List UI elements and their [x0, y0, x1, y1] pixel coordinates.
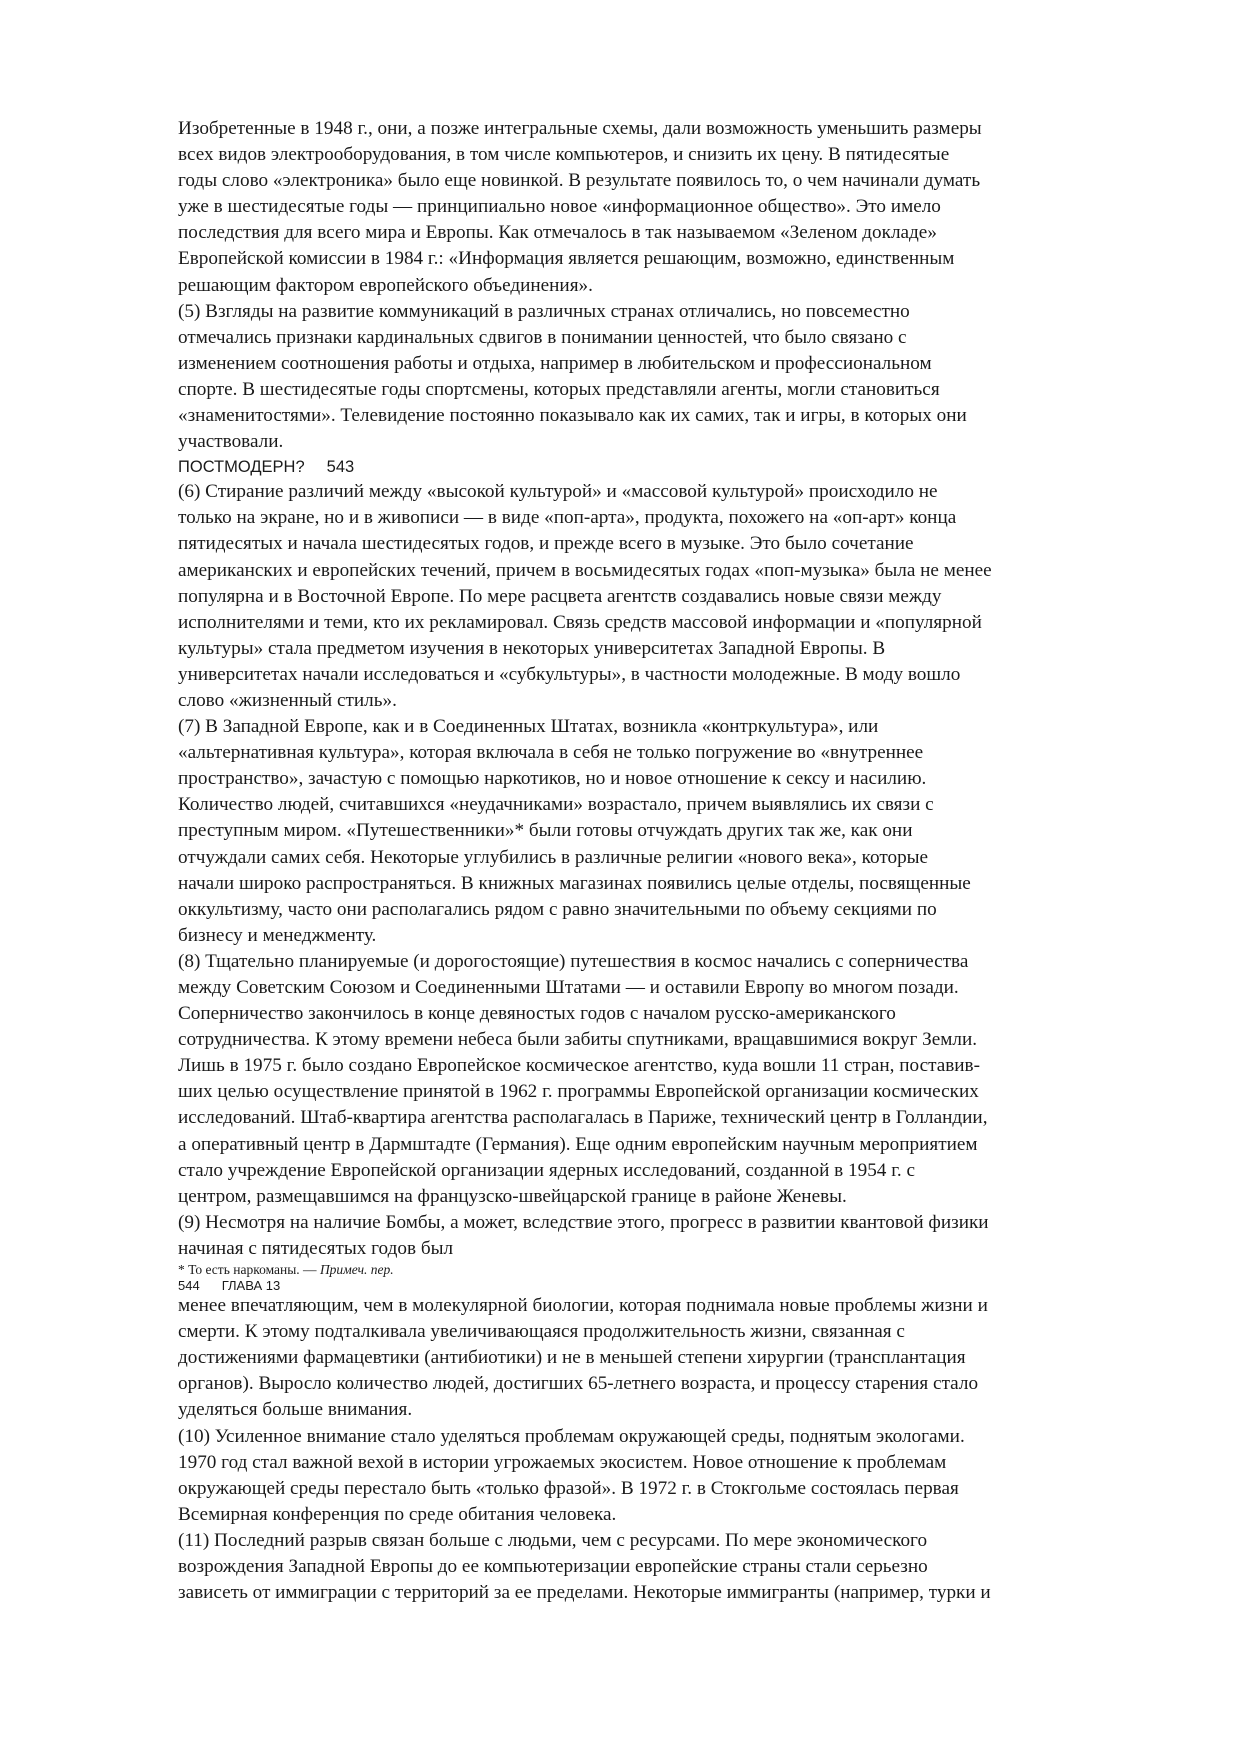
text-line: а оперативный центр в Дармштадте (Германия). Еще одним европейским научным мероприятием — [178, 1133, 978, 1155]
text-line: уделяться больше внимания. — [178, 1399, 413, 1421]
text-line: решающим фактором европейского объединения». — [178, 274, 593, 296]
paragraph — [178, 949, 1158, 1210]
text-line: сотрудничества. К этому времени небеса были забиты спутниками, вращавшимися вокруг Земли. — [178, 1029, 978, 1051]
text-line: Всемирная конференция по среде обитания человека. — [178, 1503, 617, 1525]
text-line: изменением соотношения работы и отдыха, например в любительском и профессиональном — [178, 352, 932, 374]
text-line: спорте. В шестидесятые годы спортсмены, которых представляли агенты, могли становиться — [178, 378, 940, 400]
text-line: возрождения Западной Европы до ее компьютеризации европейские страны стали серьезно — [178, 1555, 928, 1577]
text-line: участвовали. — [178, 431, 284, 453]
paragraph — [178, 1424, 1158, 1528]
paragraph — [178, 116, 1158, 299]
text-line: «знаменитостями». Телевидение постоянно показывало как их самих, так и игры, в которых они — [178, 405, 967, 427]
text-line: (9) Несмотря на наличие Бомбы, а может, вследствие этого, прогресс в развитии квантовой физики — [178, 1211, 989, 1233]
text-line: университетах начали исследоваться и «субкультуры», в частности молодежные. В моду вошло — [178, 663, 961, 685]
text-line: (11) Последний разрыв связан больше с людьми, чем с ресурсами. По мере экономического — [178, 1529, 928, 1551]
text-line: ших целью осуществление принятой в 1962 г. программы Европейской организации космических — [178, 1081, 979, 1103]
text-line: между Советским Союзом и Соединенными Штатами — и оставили Европу во многом позади. — [178, 977, 959, 998]
text-line: отчуждали самих себя. Некоторые углубились в различные религии «нового века», которые — [178, 846, 929, 868]
text-line: бизнесу и менеджменту. — [178, 924, 377, 946]
text-line: (10) Усиленное внимание стало уделяться проблемам окружающей среды, поднятым экологами. — [178, 1425, 965, 1447]
text-line: стало учреждение Европейской организации ядерных исследований, созданной в 1954 г. с — [178, 1159, 916, 1181]
text-line: годы слово «электроника» было еще новинкой. В результате появилось то, о чем начинали думать — [178, 170, 981, 192]
text-line: смерти. К этому подталкивала увеличивающаяся продолжительность жизни, связанная с — [178, 1321, 905, 1343]
text-line: 1970 год стал важной вехой в истории угрожаемых экосистем. Новое отношение к проблемам — [178, 1451, 947, 1473]
running-header-title: ГЛАВА 13 — [221, 1278, 281, 1294]
text-line: пространство», зачастую с помощью наркотиков, но и новое отношение к сексу и насилию. — [178, 768, 927, 790]
text-line: менее впечатляющим, чем в молекулярной биологии, которая поднимала новые проблемы жизни и — [178, 1295, 988, 1317]
paragraph — [178, 1528, 1158, 1606]
text-line: пятидесятых и начала шестидесятых годов, и прежде всего в музыке. Это было сочетание — [178, 533, 914, 555]
text-line: культуры» стала предметом изучения в некоторых университетах Западной Европы. В — [178, 637, 886, 659]
paragraph — [178, 479, 1158, 714]
text-line: (6) Стирание различий между «высокой культурой» и «массовой культурой» происходило не — [178, 481, 938, 503]
text-line: начиная с пятидесятых годов был — [178, 1237, 454, 1259]
footnote-text: * То есть наркоманы. — — [178, 1262, 320, 1278]
text-line: Европейской комиссии в 1984 г.: «Информация является решающим, возможно, единственным — [178, 248, 955, 270]
text-line: (5) Взгляды на развитие коммуникаций в различных странах отличались, но повсеместно — [178, 300, 910, 322]
page-number: 543 — [326, 458, 355, 477]
footnote — [178, 1262, 1158, 1278]
text-line: Соперничество закончилось в конце девяностых годов с началом русско-американского — [178, 1003, 896, 1025]
text-line: преступным миром. «Путешественники»* были готовы отчуждать других так же, как они — [178, 820, 913, 842]
text-line: Количество людей, считавшихся «неудачниками» возрастало, причем выявлялись их связи с — [178, 794, 934, 816]
running-header — [178, 455, 1158, 479]
text-line: всех видов электрооборудования, в том числе компьютеров, и снизить их цену. В пятидесятые — [178, 144, 950, 166]
page-number: 544 — [178, 1278, 200, 1294]
text-line: отмечались признаки кардинальных сдвигов в понимании ценностей, что было связано с — [178, 326, 907, 348]
text-line: последствия для всего мира и Европы. Как отмечалось в так называемом «Зеленом докладе» — [178, 222, 937, 244]
text-line: популярна и в Восточной Европе. По мере расцвета агентств создавались новые связи между — [178, 585, 942, 607]
text-line: (7) В Западной Европе, как и в Соединенных Штатах, возникла «контркультура», или — [178, 716, 879, 738]
running-header — [178, 1278, 1158, 1293]
paragraph — [178, 1210, 1158, 1262]
document-page — [178, 116, 1158, 1606]
text-line: слово «жизненный стиль». — [178, 689, 397, 711]
text-line: оккультизму, часто они располагались рядом с равно значительными по объему секциями по — [178, 898, 937, 920]
paragraph — [178, 1293, 1158, 1423]
text-line: Лишь в 1975 г. было создано Европейское космическое агентство, куда вошли 11 стран, поставив- — [178, 1055, 981, 1077]
text-line: зависеть от иммиграции с территорий за ее пределами. Некоторые иммигранты (например, турки и — [178, 1582, 991, 1604]
text-line: «альтернативная культура», которая включала в себя не только погружение во «внутреннее — [178, 742, 924, 764]
text-line: окружающей среды перестало быть «только фразой». В 1972 г. в Стокгольме состоялась первая — [178, 1477, 959, 1499]
text-line: только на экране, но и в живописи — в виде «поп-арта», продукта, похожего на «оп-арт» конца — [178, 507, 957, 529]
running-header-title: ПОСТМОДЕРН? — [178, 458, 305, 477]
text-line: уже в шестидесятые годы — принципиально новое «информационное общество». Это имело — [178, 196, 941, 218]
text-line: исследований. Штаб-квартира агентства располагалась в Париже, технический центр в Голландии, — [178, 1107, 988, 1129]
text-line: Изобретенные в 1948 г., они, а позже интегральные схемы, дали возможность уменьшить размеры — [178, 118, 982, 139]
text-line: центром, размещавшимся на французско-швейцарской границе в районе Женевы. — [178, 1185, 847, 1207]
text-line: (8) Тщательно планируемые (и дорогостоящие) путешествия в космос начались с соперничества — [178, 950, 969, 972]
footnote-note: Примеч. пер. — [319, 1262, 394, 1278]
paragraph — [178, 299, 1158, 456]
text-line: американских и европейских течений, причем в восьмидесятых годах «поп-музыка» была не менее — [178, 559, 992, 581]
text-line: достижениями фармацевтики (антибиотики) и не в меньшей степени хирургии (трансплантация — [178, 1347, 966, 1369]
paragraph — [178, 714, 1158, 949]
text-line: исполнителями и теми, кто их рекламировал. Связь средств массовой информации и «популярной — [178, 611, 982, 633]
text-line: начали широко распространяться. В книжных магазинах появились целые отделы, посвященные — [178, 872, 971, 894]
text-line: органов). Выросло количество людей, достигших 65-летнего возраста, и процессу старения стало — [178, 1373, 979, 1395]
